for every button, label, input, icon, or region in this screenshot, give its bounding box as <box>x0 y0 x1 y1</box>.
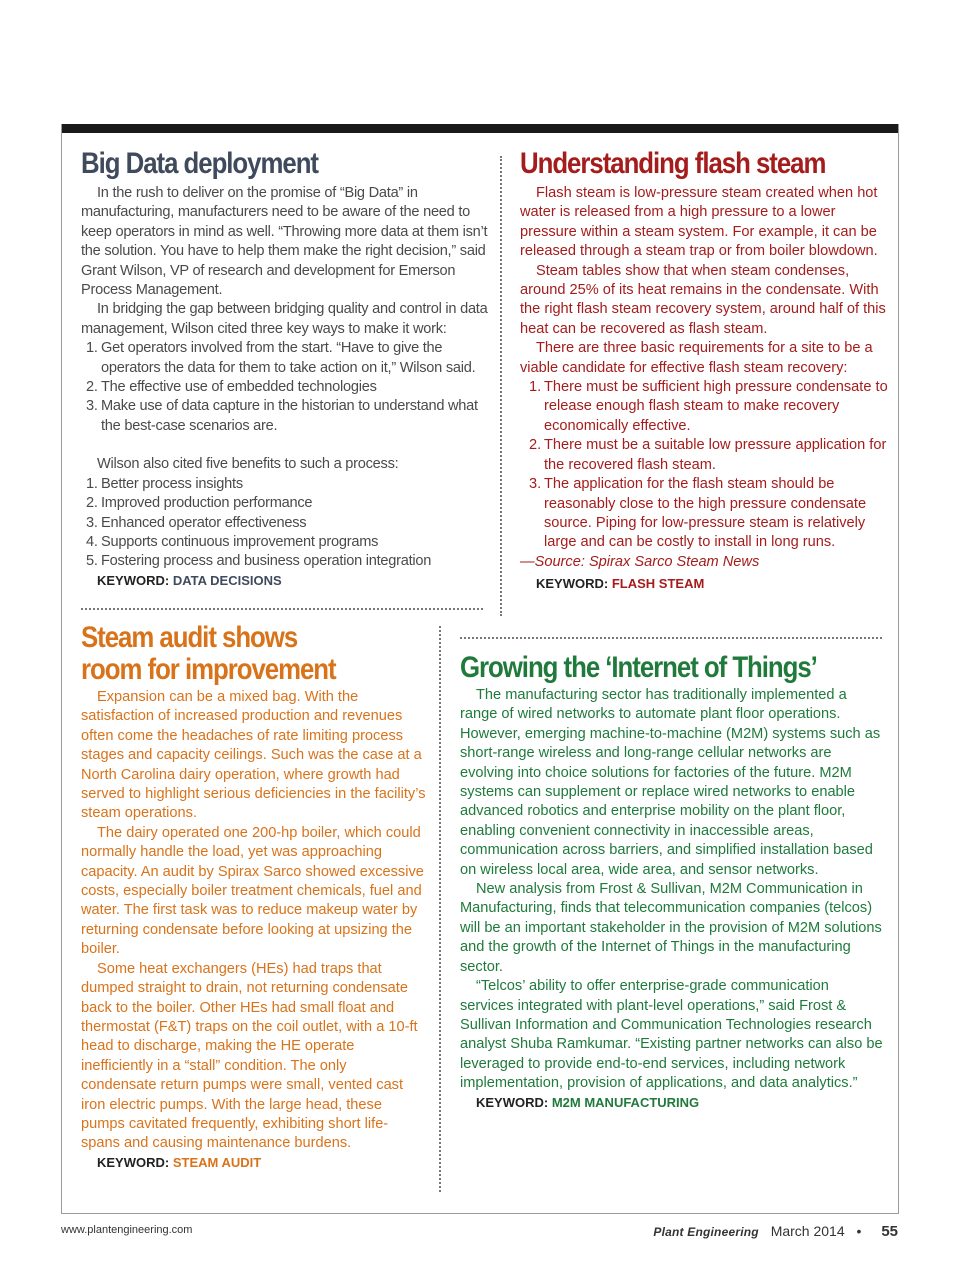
list-item <box>81 339 493 378</box>
keyword-link[interactable]: DATA DECISIONS <box>172 572 282 588</box>
requirements-list <box>520 378 888 553</box>
list-text: Better process insights <box>101 475 243 492</box>
list-item <box>81 378 493 397</box>
paragraph: In the rush to deliver on the promise of “Big Data” in manufacturing, manufacturers need to be aware of the need to keep operators in mind as well. “Throwing more data at them isn’t the solution. You have to help them make the right decision,” said Grant Wilson, VP of research and development for Emerson Process Management. <box>81 185 488 299</box>
list-number: 3. <box>86 514 98 531</box>
keyword-line <box>81 1155 426 1170</box>
keyword-line <box>460 1095 885 1110</box>
keyword-link[interactable]: STEAM AUDIT <box>172 1154 262 1170</box>
list-text: Fostering process and business operation integration <box>101 553 432 570</box>
list-text: The effective use of embedded technologies <box>101 379 377 396</box>
source-credit: —Source: Spirax Sarco Steam News <box>520 553 760 570</box>
list-item <box>81 533 493 552</box>
keyword-label: KEYWORD: <box>97 572 170 588</box>
paragraph: Steam tables show that when steam condenses, around 25% of its heat remains in the condensate. With the right flash steam recovery system, around half of this heat can be recovered as flash steam. <box>520 262 886 337</box>
list-text: There must be sufficient high pressure condensate to release enough flash steam to make recovery economically effective. <box>544 379 888 434</box>
list-number: 3. <box>529 476 542 493</box>
article-title: Growing the ‘Internet of Things’ <box>460 651 817 684</box>
list-number: 1. <box>86 475 98 492</box>
keyword-line <box>81 573 493 588</box>
section-divider-right <box>460 637 882 639</box>
paragraph: “Telcos’ ability to offer enterprise-grade communication services integrated with plant-level operations,” said Frost & Sullivan Information and Communication Technologies research analyst Shuba Ramkumar. “Existing partner networks can also be leveraged to provide end-to-end services, including network implementation, provision of applications, and data analytics.” <box>460 978 883 1092</box>
article-body <box>460 686 885 1094</box>
paragraph: Expansion can be a mixed bag. With the satisfaction of increased production and revenues often come the headaches of rate limiting process stages and capacity ceilings. Such was the case at a North Carolina dairy operation, where growth had served to highlight serious deficiencies in the facility’s steam operations. <box>81 689 426 822</box>
article-title: Big Data deployment <box>81 147 318 180</box>
list-item <box>81 475 493 494</box>
article-title <box>81 622 378 686</box>
list-text: The application for the flash steam should be reasonably close to the high pressure condensate source. Piping for low-pressure steam is relatively large and can be costly to install in long runs. <box>544 476 867 551</box>
keyword-label: KEYWORD: <box>476 1094 549 1110</box>
list-text: Improved production performance <box>101 495 313 512</box>
section-divider-left <box>81 608 483 610</box>
paragraph: The manufacturing sector has traditionally implemented a range of wired networks to automate plant floor operations. However, emerging machine-to-machine (M2M) systems such as short-range wireless and long-range cellular networks are evolving into choice solutions for factories of the future. M2M systems can supplement or replace wired networks to enable advanced robotics and enterprise mobility on the plant floor, enabling convenient connectivity in inaccessible areas, communication across barriers, and simplified installation based on wireless local area, wide area, and sensor networks. <box>460 687 881 878</box>
list-number: 2. <box>86 379 98 396</box>
title-line: room for improvement <box>81 653 336 686</box>
benefits-list <box>81 475 493 572</box>
keyword-label: KEYWORD: <box>536 576 609 592</box>
list-item <box>81 552 493 571</box>
list-item <box>81 397 493 436</box>
list-item <box>520 475 888 553</box>
title-line: Steam audit shows <box>81 621 298 654</box>
article-title: Understanding flash steam <box>520 147 826 180</box>
article-body <box>520 184 888 572</box>
list-number: 2. <box>529 437 542 454</box>
list-text: Enhanced operator effectiveness <box>101 514 307 531</box>
list-item <box>520 436 888 475</box>
paragraph: The dairy operated one 200-hp boiler, which could normally handle the load, yet was approaching capacity. An audit by Spirax Sarco showed excessive costs, especially boiler treatment chemicals, fuel and water. The first task was to reduce makeup water by returning condensate before looking at upsizing the boiler. <box>81 824 424 958</box>
issue-date: March 2014 <box>770 1223 845 1239</box>
column-divider-upper <box>500 156 502 616</box>
column-divider-lower <box>439 626 441 1192</box>
article-body <box>81 184 493 572</box>
list-number: 2. <box>86 495 98 512</box>
ways-list <box>81 339 493 436</box>
article-big-data <box>81 148 493 588</box>
list-number: 1. <box>529 379 542 396</box>
keyword-line <box>520 576 888 591</box>
article-steam-audit <box>81 622 426 1170</box>
article-body <box>81 688 426 1154</box>
list-text: There must be a suitable low pressure application for the recovered flash steam. <box>544 437 887 473</box>
footer-url[interactable]: www.plantengineering.com <box>61 1224 193 1236</box>
list-number: 5. <box>86 553 98 570</box>
list-item <box>520 378 888 436</box>
keyword-link[interactable]: M2M MANUFACTURING <box>551 1094 700 1110</box>
separator-dot: • <box>856 1223 862 1239</box>
page-number: 55 <box>881 1223 898 1240</box>
list-text: Get operators involved from the start. “Have to give the operators the data for them to take action on it,” Wilson said. <box>101 340 476 376</box>
list-number: 4. <box>86 533 98 550</box>
keyword-label: KEYWORD: <box>97 1154 170 1170</box>
article-flash-steam <box>520 148 888 591</box>
list-number: 1. <box>86 340 98 357</box>
paragraph: Wilson also cited five benefits to such a process: <box>97 456 399 473</box>
list-item <box>81 514 493 533</box>
paragraph: There are three basic requirements for a site to be a viable candidate for effective flash steam recovery: <box>520 340 873 376</box>
keyword-link[interactable]: FLASH STEAM <box>611 576 705 592</box>
list-text: Supports continuous improvement programs <box>101 533 379 550</box>
paragraph: Some heat exchangers (HEs) had traps that dumped straight to drain, not returning condensate back to the boiler. Other HEs had small float and thermostat (F&T) traps on the coil outlet, with a 10-ft head to discharge, making the HE operate inefficiently in a “stall” condition. The only condensate return pumps were small, vented cast iron electric pumps. With the large head, these pumps cavitated frequently, exhibiting short life-spans and causing maintenance burdens. <box>81 960 418 1152</box>
article-internet-of-things <box>460 652 885 1110</box>
footer-folio <box>653 1223 898 1240</box>
list-text: Make use of data capture in the historian to understand what the best-case scenarios are. <box>101 398 478 434</box>
list-number: 3. <box>86 398 98 415</box>
paragraph: Flash steam is low-pressure steam created when hot water is released from a high pressure to a lower pressure within a steam system. For example, it can be released through a steam trap or from boiler blowdown. <box>520 185 878 260</box>
paragraph: New analysis from Frost & Sullivan, M2M Communication in Manufacturing, finds that telecommunication companies (telcos) will be an important stakeholder in the provision of M2M solutions and the growth of the Internet of Things in the manufacturing sector. <box>460 881 882 975</box>
paragraph: In bridging the gap between bridging quality and control in data management, Wilson cited three key ways to make it work: <box>81 301 488 337</box>
publication-name: Plant Engineering <box>653 1225 759 1239</box>
list-item <box>81 494 493 513</box>
